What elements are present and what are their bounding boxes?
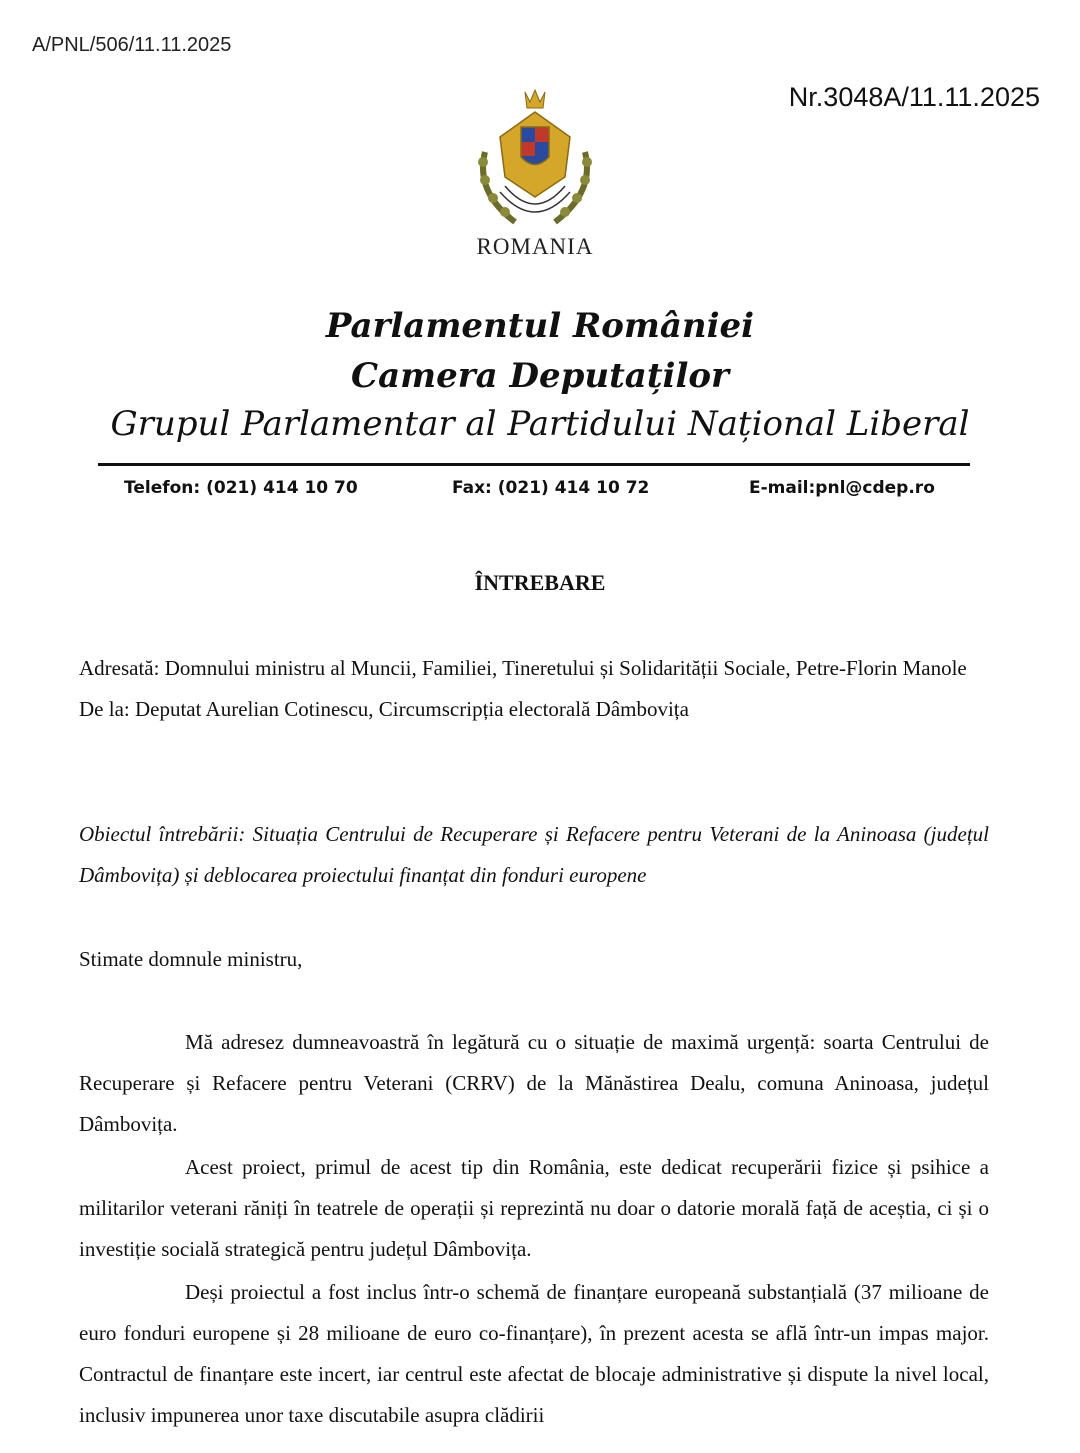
paragraph: Mă adresez dumneavoastră în legătură cu o situație de maximă urgență: soarta Centrului de Recuperare și Refacere pentru Veterani (CRRV) de la Mănăstirea Dealu, comuna Aninoasa, județul Dâmbovița. <box>79 1030 989 1136</box>
subject-line: Obiectul întrebării: Situația Centrului de Recuperare și Refacere pentru Veterani de la Aninoasa (județul Dâmbovița) și deblocarea proiectului finanțat din fonduri europene <box>79 822 989 887</box>
registry-number-top: A/PNL/506/11.11.2025 <box>32 34 232 56</box>
heading-parliament: Parlamentul României <box>325 306 755 346</box>
paragraph: Deși proiectul a fost inclus într-o schemă de finanțare europeană substanțială (37 milioane de euro fonduri europene și 28 milioane de euro co-finanțare), în prezent acesta se află într-un impas major. Contractul de finanțare este incert, iar centrul este afectat de blocaje administrative și dispute la nivel local, inclusiv impunerea unor taxe discutabile asupra clădirii <box>79 1280 989 1427</box>
phone-text: Telefon: (021) 414 10 70 <box>124 478 358 498</box>
registration-number: Nr.3048A/11.11.2025 <box>788 82 1040 112</box>
fax-text: Fax: (021) 414 10 72 <box>452 478 650 498</box>
addressee-line: Adresată: Domnului ministru al Muncii, Familiei, Tineretului și Solidarității Sociale, Petre-Florin Manole <box>79 656 967 680</box>
paragraph: Acest proiect, primul de acest tip din România, este dedicat recuperării fizice și psihice a militarilor veterani răniți în teatrele de operații și reprezintă nu doar o datorie morală față de aceștia, ci și o investiție socială strategică pentru județul Dâmbovița. <box>79 1155 989 1261</box>
heading-chamber: Camera Deputaților <box>351 356 729 396</box>
body-text <box>79 1022 989 1438</box>
coat-of-arms-emblem <box>455 82 615 267</box>
eagle-crest-icon <box>455 82 615 242</box>
heading-group: Grupul Parlamentar al Partidului Național Liberal <box>110 404 970 444</box>
address-block <box>79 648 989 730</box>
sender-line: De la: Deputat Aurelian Cotinescu, Circumscripția electorală Dâmbovița <box>79 697 689 721</box>
header-divider <box>98 463 970 466</box>
email-text: E-mail:pnl@cdep.ro <box>749 478 935 498</box>
emblem-caption: ROMANIA <box>476 234 594 259</box>
greeting: Stimate domnule ministru, <box>79 947 303 971</box>
document-title: ÎNTREBARE <box>474 570 606 595</box>
